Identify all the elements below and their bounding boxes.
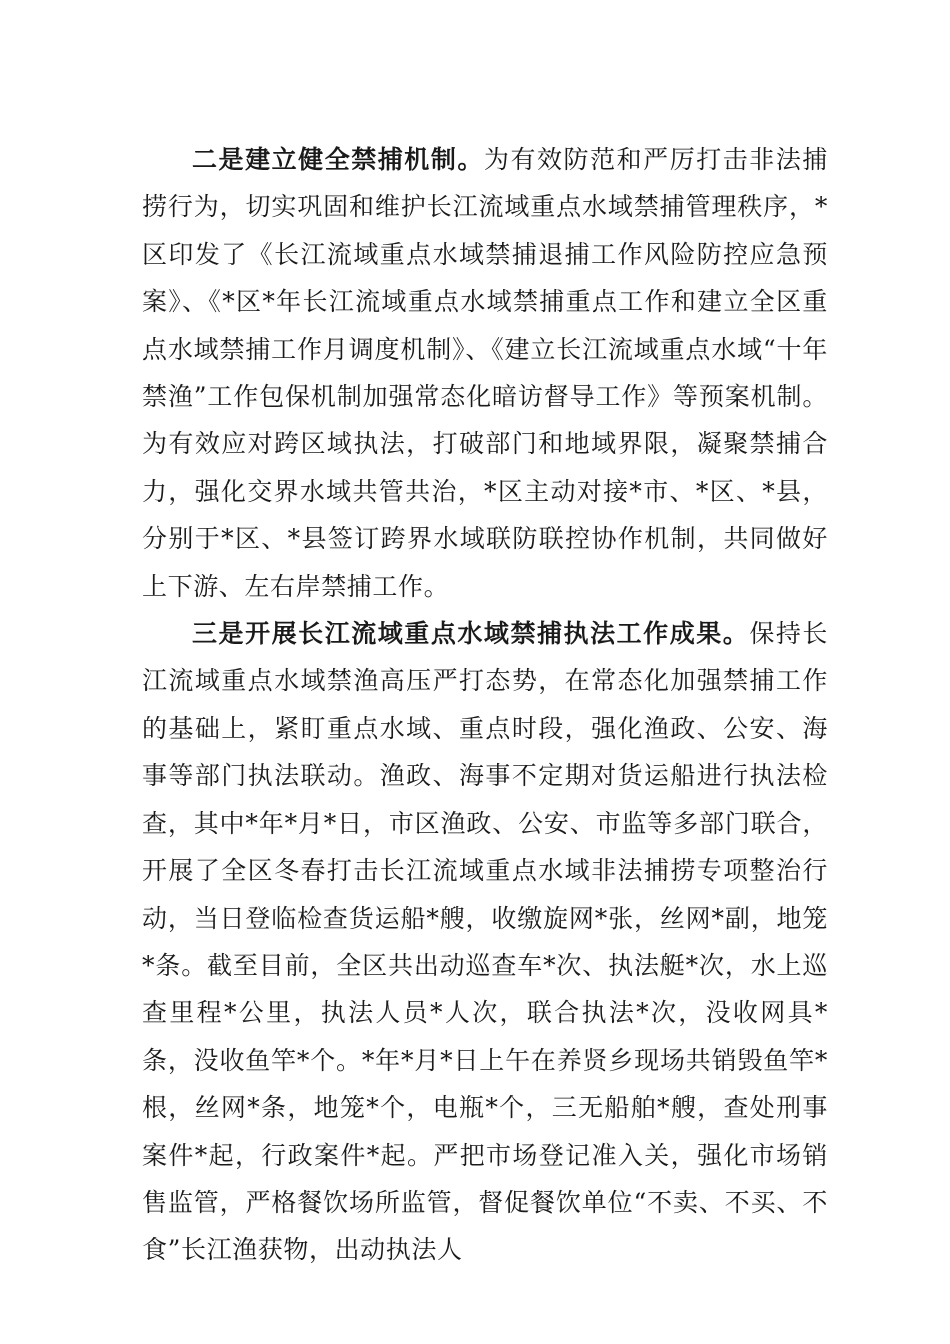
paragraph-heading: 三是开展长江流域重点水域禁捕执法工作成果。 (192, 619, 750, 649)
paragraph-text: 保持长江流域重点水域禁渔高压严打态势，在常态化加强禁捕工作的基础上，紧盯重点水域、重点时段，强化渔政、公安、海事等部门执法联动。渔政、海事不定期对货运船进行执法检查，其中*年*月*日，市区渔政、公安、市监等多部门联合，开展了全区冬春打击长江流域重点水域非法捕捞专项整治行动，当日登临检查货运船*艘，收缴旋网*张，丝网*副，地笼*条。截至目前，全区共出动巡查车*次、执法艇*次，水上巡查里程*公里，执法人员*人次，联合执法*次，没收网具*条，没收鱼竿*个。*年*月*日上午在养贤乡现场共销毁鱼竿*根，丝网*条，地笼*个，电瓶*个，三无船舶*艘，查处刑事案件*起，行政案件*起。严把市场登记准入关，强化市场销售监管，严格餐饮场所监管，督促餐饮单位“不卖、不买、不食”长江渔获物，出动执法人 (142, 619, 828, 1265)
document-body (142, 136, 828, 1274)
paragraph-heading: 二是建立健全禁捕机制。 (192, 145, 484, 174)
paragraph-enforcement-results (142, 610, 828, 1274)
paragraph-ban-mechanism (142, 136, 828, 610)
paragraph-text: 为有效防范和严厉打击非法捕捞行为，切实巩固和维护长江流域重点水域禁捕管理秩序，*区印发了《长江流域重点水域禁捕退捕工作风险防控应急预案》、《*区*年长江流域重点水域禁捕重点工作和建立全区重点水域禁捕工作月调度机制》、《建立长江流域重点水域“十年禁渔”工作包保机制加强常态化暗访督导工作》等预案机制。为有效应对跨区域执法，打破部门和地域界限，凝聚禁捕合力，强化交界水域共管共治，*区主动对接*市、*区、*县，分别于*区、*县签订跨界水域联防联控协作机制，共同做好上下游、左右岸禁捕工作。 (142, 145, 828, 601)
